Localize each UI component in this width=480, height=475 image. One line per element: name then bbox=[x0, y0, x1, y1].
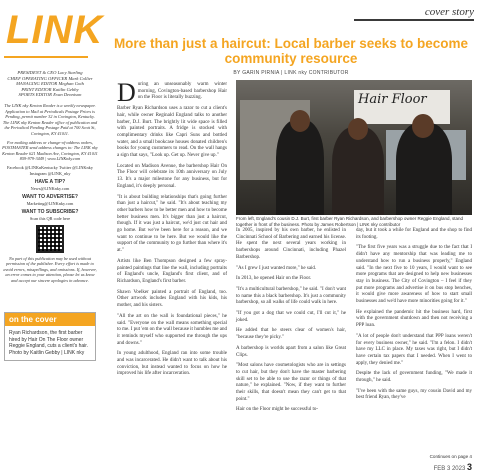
masthead-role: MANAGING EDITOR Meghan Goth bbox=[16, 81, 84, 87]
paragraph: Artists like Ben Thompson designed a few spray-painted paintings that line the wall, including portraits of England's uncle, England's first client, and of Richardson, England's first barber. bbox=[117, 258, 227, 284]
paragraph: In 2005, inspired by his own barber, he enlisted in Cincinnati School of Barbering and earned his license. He spent the next several years working in barbershops around Cincinnati, including Phazel Barbershop. bbox=[236, 228, 346, 260]
on-the-cover-text: Ryan Richardson, the first barber hired by Hair On The Floor owner Reggie England, cuts a client's hair. Photo by Kaitlin Gebby | LINK nky bbox=[9, 330, 89, 356]
masthead bbox=[2, 70, 98, 287]
paragraph: "It is about building relationships that's going further than just a haircut," he said. "It's about teaching my other barbers how to be better men and how to become better business men. It's bigger than just a haircut, though. If it was just a haircut, we'd just cut hair and go home. But we've been here for a reason, and we want to continue to be here. But we would like the support of the community to go further than where it's at." bbox=[117, 194, 227, 254]
paragraph: "All the art on the wall is foundational pieces," he said. "Everyone on the wall means something special to me. I put 'em on the wall because it humbles me and it reminds myself who supported me through the ups and downs." bbox=[117, 313, 227, 346]
paragraph: "The first five years was a struggle due to the fact that I didn't have any mentorship that was leading me to understand how to run a business properly," England said. "In the next five to 10 years, I would want to see more programs that are designed to help new businesses stay in business. The City of Covington – I feel if they put more programs and advertise it on bus stop benches, it would give more awareness of how to start small businesses and we'd have more minorities going for it." bbox=[356, 245, 472, 305]
byline: BY GARIN PIRNIA | LINK nky CONTRIBUTOR bbox=[233, 70, 349, 76]
paragraph: In 2013, he opened Hair on the Floor. bbox=[236, 276, 312, 282]
paragraph: Barber Ryan Richardson uses a razor to cut a client's hair, while owner Reginald England talks to another barber, D.J. Burt. The brightly lit wide space is filled with painted portraits. A fridge is stocked with complimentary drinks like Capri Suns and bottled water, and a small bookcase houses donated children's books for young customers to read. On the wall hangs a sign that says, "Look up. Get up. Never give up." bbox=[117, 106, 227, 159]
tip-heading: HAVE A TIP? bbox=[34, 179, 66, 186]
paragraph: "A lot of people don't understand that PPP loans weren't for every business owner," he said. "I'm a felon. I didn't have my LLC in place. My taxes was right, but I didn't have certain tax papers that I needed. When I went to apply, they denied me." bbox=[356, 333, 472, 366]
person-head bbox=[412, 114, 434, 138]
subscribe-heading: WANT TO SUBSCRIBE? bbox=[21, 209, 79, 216]
paragraph: He explained the pandemic hit the business hard, first with the government shutdown and then not receiving a PPP loan. bbox=[356, 309, 472, 329]
photo-caption: From left, England's cousin D.J. Burt, first barber Ryan Richardson, and barbershop owner Reggie England, stand together in front of the business. Photo by James Robertson | LINK nky contributor bbox=[236, 216, 463, 227]
masthead-role: PRINT EDITOR Kaitlin Gebby bbox=[21, 86, 79, 92]
paragraph: day, but it took a while for England and the shop to find its footing. bbox=[356, 228, 472, 240]
on-the-cover-title: on the cover bbox=[5, 313, 95, 326]
on-the-cover-box bbox=[4, 312, 96, 361]
paragraph: "I've been with the same guys, my cousin David and my best friend Ryan, they've bbox=[356, 388, 472, 401]
person-head bbox=[348, 118, 368, 140]
issue-date: FEB 3 2023 bbox=[433, 466, 466, 472]
drop-cap: D bbox=[117, 78, 136, 107]
advertise-heading: WANT TO ADVERTISE? bbox=[22, 194, 78, 201]
paragraph: Located on Madison Avenue, the barbershop Hair On The Floor will celebrate its 10th anniversary on July 13. It's a major milestone for any business, but for England, it's deeply personal. bbox=[117, 163, 227, 189]
barbershop-photo bbox=[236, 80, 472, 215]
paragraph: A barbershop is worlds apart from a salon like Great Clips. bbox=[236, 345, 346, 358]
social-links[interactable]: Facebook @LINKnKentucky Twitter @LINKnky Instagram @LINK_nky bbox=[7, 164, 93, 176]
article-column-3 bbox=[356, 228, 472, 406]
link-logo: LINK bbox=[6, 8, 104, 52]
person-head bbox=[290, 110, 310, 132]
headline: More than just a haircut: Local barber seeks to become community resource bbox=[113, 36, 469, 66]
paragraph: During an unseasonably warm winter morning, Covington-based barbershop Hair on the Floor is literally buzzing. bbox=[117, 78, 227, 107]
disclaimer: No part of this publication may be used without permission of the publisher. Every effort is made to avoid errors, misspellings, and omissions. If, however, an error comes to your attention, please let us know and accept our sincere apologies in advance. bbox=[3, 255, 97, 284]
paragraph: "It's a multicultural barbershop," he said. "I don't want to name this a black barbershop. It's just a community barbershop, so all walks of life could walk in here. bbox=[236, 286, 346, 306]
paragraph: Despite the lack of government funding, "We made it through," he said. bbox=[356, 371, 472, 384]
article-column-2 bbox=[236, 228, 346, 418]
paragraph: "Most salons have cosmetologists who are in settings to cut hair, but they don't have the master barbering skill set to be able to use the razor or things of that nature," he explained. "Now, if they want to further their skills, that doesn't mean they can't get to that point." bbox=[236, 363, 346, 402]
divider bbox=[4, 56, 88, 58]
continues-note: Continues on page 4 bbox=[429, 454, 472, 459]
publication-notice: The LINK nky Kenton Reader is a weekly newspaper. Application to Mail at Periodicals Postage Prices is Pending, permit number 32 in Covington, Kentucky. The LINK nky Kenton Reader office of publication and the Periodical Pending Postage Paid at 700 Scott St, Covington, KY 41011. bbox=[2, 102, 98, 136]
person-silhouette bbox=[332, 127, 384, 215]
advertise-email[interactable]: Marketing@LINKnky.com bbox=[26, 200, 74, 206]
article-column-1 bbox=[117, 78, 227, 382]
tip-email[interactable]: News@LINKnky.com bbox=[30, 185, 70, 191]
section-label: cover story bbox=[354, 6, 474, 21]
masthead-role: CHIEF OPERATING OFFICER Mark Collier bbox=[7, 75, 93, 81]
person-silhouette bbox=[276, 120, 324, 215]
paragraph: He added that he steers clear of women's hair, "because they're picky." bbox=[236, 328, 346, 341]
paragraph: Hair on the Floor might be successful to- bbox=[236, 407, 319, 413]
sidebar bbox=[0, 0, 104, 475]
paragraph: In young adulthood, England ran into some trouble and was incarcerated. He didn't want to talk about his conviction, but instead wanted to focus on how he improved his life after incarceration. bbox=[117, 351, 227, 377]
postmaster-notice: For mailing address or change-of-address orders, POSTMASTER send address changes to: The LINK nky Kenton Reader 621 Madison Ave, Covington, KY 41011 859-979-3449 | www.LINKnky.com bbox=[2, 139, 98, 162]
paragraph: "If you got a dog that we could cut, I'll cut it," he joked. bbox=[236, 311, 346, 323]
paragraph: "As I grew I just wanted more," he said. bbox=[236, 265, 317, 271]
qr-code-icon[interactable] bbox=[36, 225, 64, 253]
masthead-role: PRESIDENT & CEO Lacy Starling bbox=[17, 70, 83, 75]
shop-sign: Hair Floor bbox=[354, 90, 450, 124]
page-footer bbox=[434, 462, 472, 472]
paragraph: Shawn Voelker painted a portrait of England, too. Other artwork includes England with his kids, his mother, and his sisters. bbox=[117, 289, 227, 309]
page-number: 3 bbox=[466, 462, 472, 472]
masthead-role: SPORTS EDITOR Evan Dennison bbox=[18, 92, 82, 98]
subscribe-text: Scan this QR code here bbox=[29, 216, 71, 222]
